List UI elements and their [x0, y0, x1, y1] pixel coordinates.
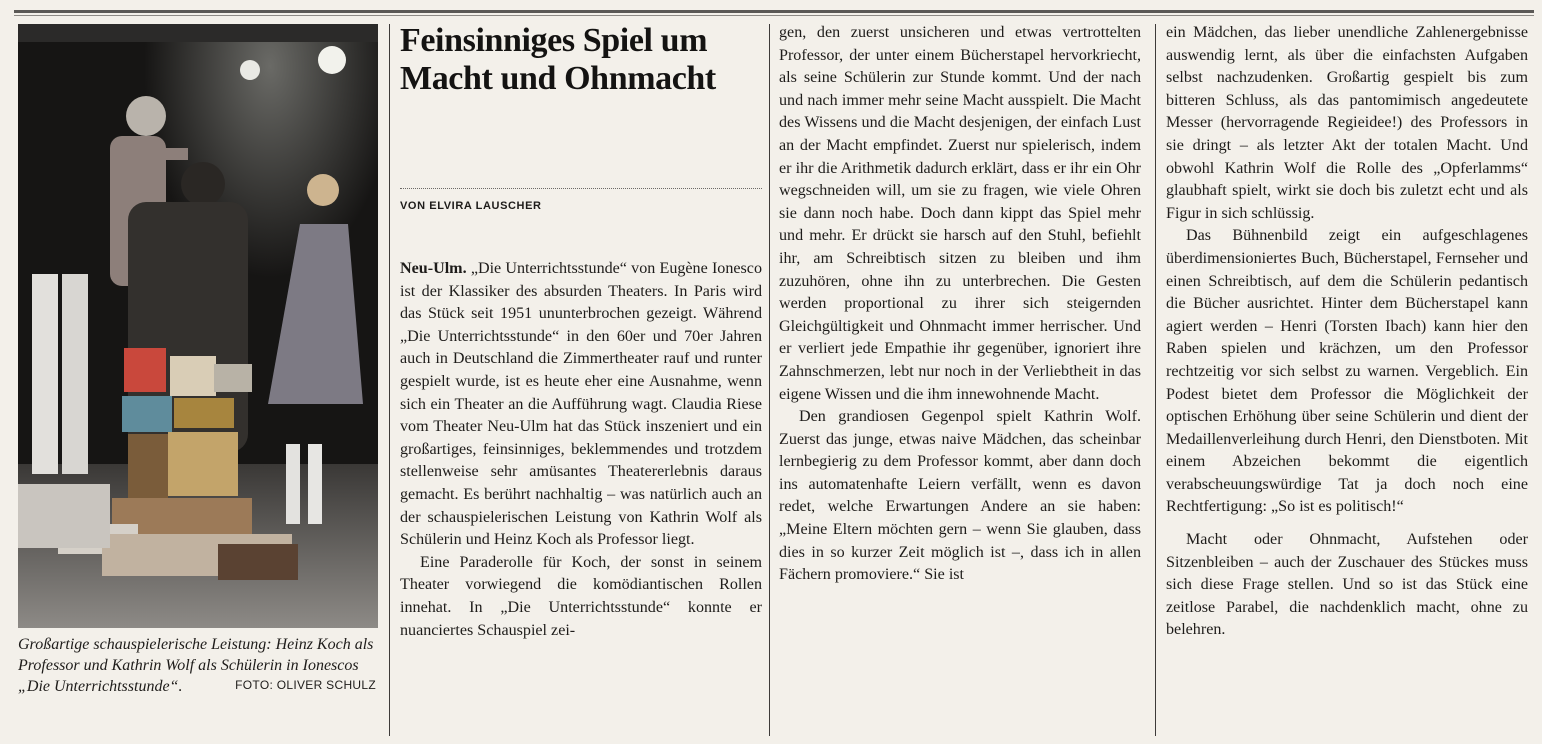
paragraph-text: „Die Unterrichtsstunde“ von Eugène Ionesco ist der Klassiker des absurden Theaters. In Paris wird das Stück seit 1951 ununterbrochen gezeigt. Während „Die Unterrichtsstunde“ in den 60er und 70er Jahren auch in Deutschland die Zimmertheater rauf und runter gespielt wurde, ist es heute eher eine Ausnahme, wenn sich ein Theater an die Aufführung wagt. Claudia Riese vom Theater Neu-Ulm hat das Stück inszeniert und ein großartiges, feinsinniges, beklemmendes und trotzdem stellenweise sehr amüsantes Theatererlebnis daraus gemacht. Es berührt nachhaltig – was natürlich auch an der schauspielerischen Leistung von Kathrin Wolf als Schülerin und Heinz Koch als Professor liegt. — [400, 260, 762, 549]
top-rule-thin — [14, 15, 1534, 16]
paragraph: Eine Paraderolle für Koch, der sonst in seinem Theater vorwiegend die komödiantischen Rollen innehat. In „Die Unterrichtsstunde“ konnte er nuanciertes Schauspiel zei- — [400, 553, 762, 639]
top-rule — [14, 10, 1534, 13]
article-column-3 — [1166, 22, 1528, 642]
paragraph: Das Bühnenbild zeigt ein aufgeschlagenes überdimensioniertes Buch, Bücherstapel, Fernseher und einen Schreibtisch, auf dem die Schülerin pedantisch die Bücher ausrichtet. Hinter dem Bücherstapel kann agiert werden – Henri (Torsten Ibach) kann hier den Raben spielen und krächzen, um den Professor rechtzeitig vor sich selbst zu warnen. Vergeblich. Ein Podest bietet dem Professor die Möglichkeit der optischen Erhöhung über seine Schülerin und dient der Medaillenverleihung durch Henri, den Dienstboten. Mit einem Abzeichen bekommt die eigentlich verabscheuungswürdige Tat ja doch noch eine Rechtfertigung: „So ist es politisch!“ — [1166, 227, 1528, 516]
paragraph — [400, 258, 762, 552]
photo-credit: FOTO: OLIVER SCHULZ — [235, 678, 376, 692]
column-rule — [769, 24, 770, 736]
paragraph: gen, den zuerst unsicheren und etwas vertrottelten Professor, der unter einem Bücherstapel hervorkriecht, als seine Schülerin zur Stunde kommt. Und der nach und nach immer mehr seine Macht ausspielt. Die Macht des Wissens und die Macht desjenigen, der einfach Lust an der Macht empfindet. Zuerst nur spielerisch, indem er ihr die Arithmetik dadurch erklärt, dass er ihr ein Ohr wegschneiden will, um sie zu fragen, wie viele Ohren sie dann noch habe. Doch dann kippt das Spiel mehr und mehr. Er drückt sie harsch auf den Stuhl, befiehlt ihr, am Schreibtisch sitzen zu bleiben und ihm zuzuhören, ohne ihn zu unterbrechen. Die Gesten werden proportional zu ihrer sich steigernden Gleichgültigkeit und Ohnmacht immer herrischer. Und er verliert jede Empathie ihr gegenüber, ignoriert ihre Zahnschmerzen, lebt nur noch in der Verliebtheit in das eigene Wissen und die ihm innewohnende Macht. — [779, 24, 1141, 403]
article-headline: Feinsinniges Spiel um Macht und Ohnmacht — [400, 22, 716, 97]
column-rule — [1155, 24, 1156, 736]
article-column-1 — [400, 258, 762, 642]
caption-text: Großartige schauspielerische Leistung: Heinz Koch als Professor und Kathrin Wolf als Schülerin in Ionescos „Die Unterrichtsstunde“. — [18, 636, 374, 695]
dotted-rule — [400, 188, 762, 189]
stage-photo-image — [18, 24, 378, 628]
dateline: Neu-Ulm. — [400, 260, 467, 277]
article-byline: VON ELVIRA LAUSCHER — [400, 200, 542, 212]
article-column-2 — [779, 22, 1141, 587]
photo-caption — [18, 634, 378, 697]
paragraph: Macht oder Ohnmacht, Aufstehen oder Sitzenbleiben – auch der Zuschauer des Stückes muss sich diese Frage stellen. Und so ist das Stück eine zeitlose Parabel, die nachdenklich macht, ohne zu belehren. — [1166, 531, 1528, 639]
paragraph: ein Mädchen, das lieber unendliche Zahlenergebnisse auswendig lernt, als über die einfachsten Aufgaben selbst nachzudenken. Großartig gespielt bis zum bitteren Schluss, als das pantomimisch angedeutete Messer (hervorragende Regieidee!) des Professors in sie dringt – als letzter Akt der totalen Macht. Und obwohl Kathrin Wolf die Rolle des „Opferlamms“ glaubhaft spielt, wirkt sie doch bis zuletzt echt und als Figur in sich schlüssig. — [1166, 24, 1528, 222]
paragraph: Den grandiosen Gegenpol spielt Kathrin Wolf. Zuerst das junge, etwas naive Mädchen, das scheinbar lernbegierig zu dem Professor kommt, aber dann doch ins automatenhafte Leiern verfällt, wenn es davon redet, welche Erwartungen Andere an sie haben: „Meine Eltern möchten gern – wenn Sie glauben, dass dies in so kurzer Zeit möglich ist –, dass ich in allen Fächern promoviere.“ Sie ist — [779, 408, 1141, 584]
column-rule — [389, 24, 390, 736]
stage-photo — [18, 24, 378, 628]
